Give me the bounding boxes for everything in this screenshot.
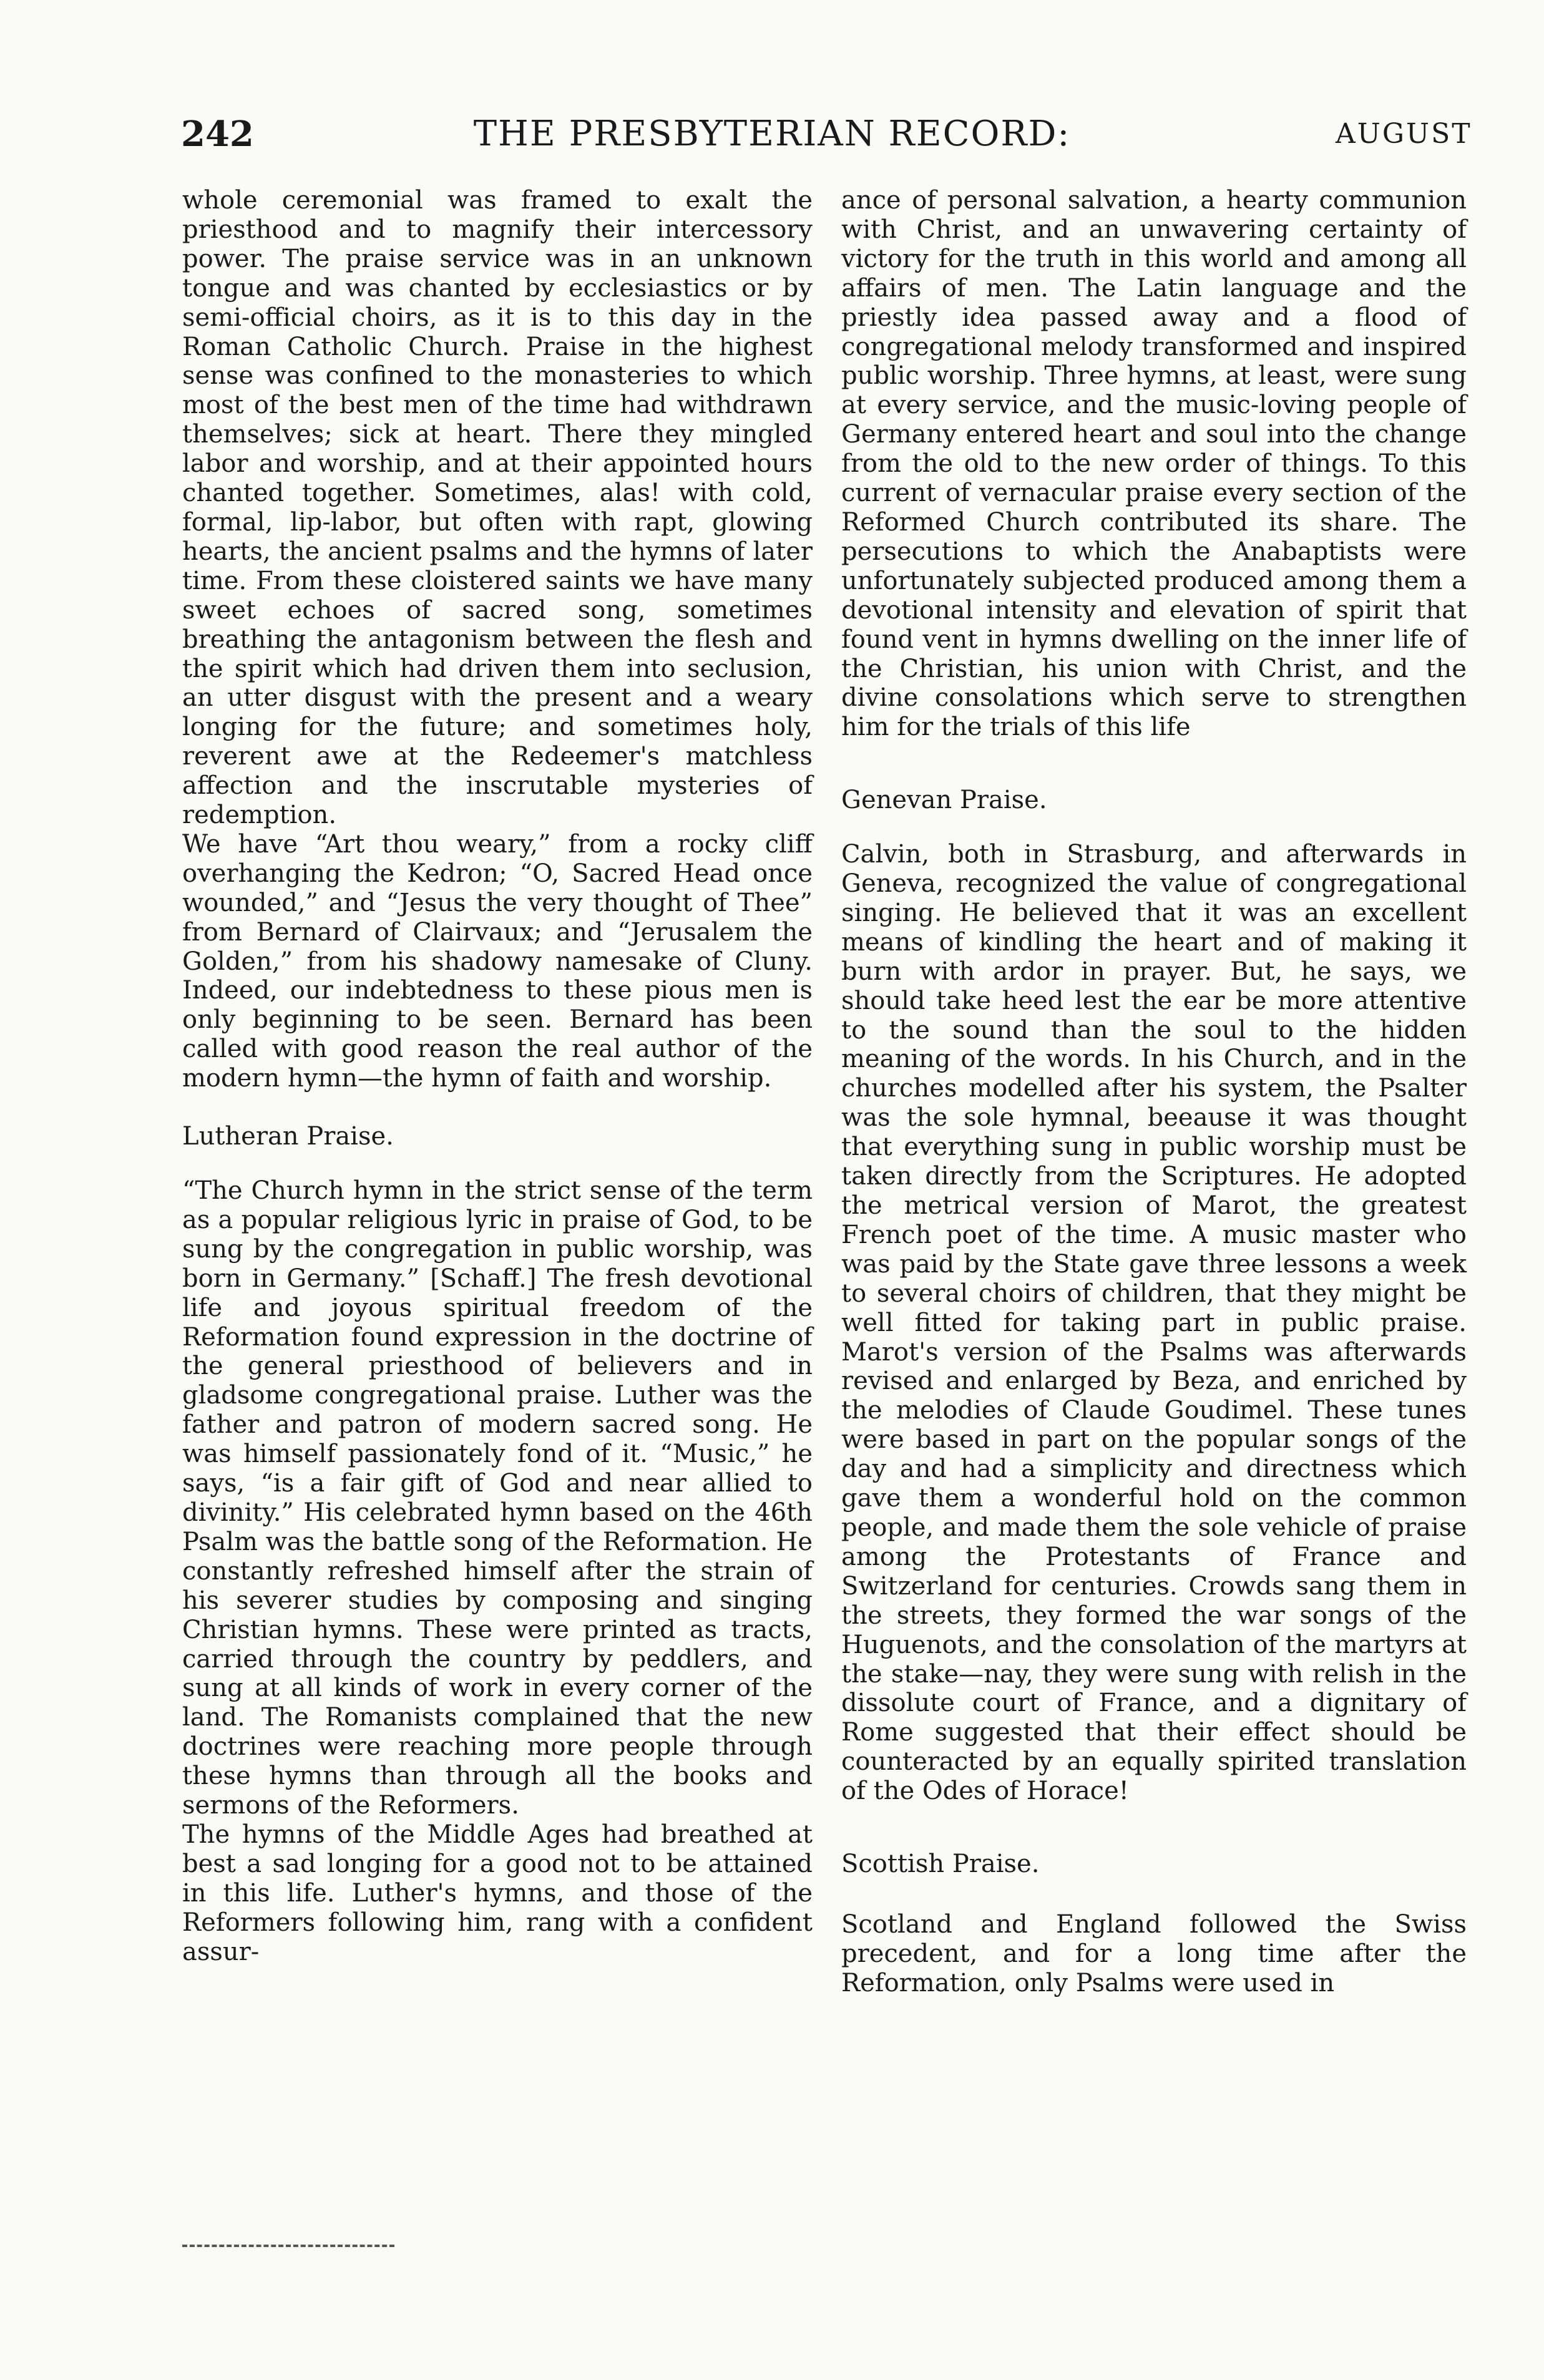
issue-month: AUGUST <box>1336 118 1472 150</box>
paragraph: We have “Art thou weary,” from a rocky cliff overhanging the Kedron; “O, Sacred Head once wounded,” and “Jesus the very thought of Thee” from Bernard of Clairvaux; and “Jerusalem the Golden,” from his shadowy namesake of Cluny. Indeed, our indebtedness to these pious men is only beginning to be seen. Bernard has been called with good reason the real author of the modern hymn—the hymn of faith and worship. <box>182 829 813 1093</box>
paragraph: The hymns of the Middle Ages had breathed at best a sad longing for a good not to be attained in this life. Luther's hymns, and those of the Reformers following him, rang with a confident assur- <box>182 1820 813 1966</box>
section-heading-scottish: Scottish Praise. <box>841 1850 1040 1879</box>
page-header <box>0 106 1544 162</box>
page-number: 242 <box>181 114 254 155</box>
left-column <box>182 186 813 1966</box>
footer-rule <box>182 2245 394 2247</box>
paragraph: whole ceremonial was framed to exalt the priesthood and to magnify their intercessory power. The praise service was in an unknown tongue and was chanted by ecclesiastics or by semi-official choirs, as it is to this day in the Roman Catholic Church. Praise in the highest sense was confined to the monasteries to which most of the best men of the time had withdrawn themselves; sick at heart. There they mingled labor and worship, and at their appointed hours chanted together. Sometimes, alas! with cold, formal, lip-labor, but often with rapt, glowing hearts, the ancient psalms and the hymns of later time. From these cloistered saints we have many sweet echoes of sacred song, sometimes breathing the antagonism between the flesh and the spirit which had driven them into seclusion, an utter disgust with the present and a weary longing for the future; and sometimes holy, reverent awe at the Redeemer's matchless affection and the inscrutable mysteries of redemption. <box>182 186 813 830</box>
section-heading-lutheran: Lutheran Praise. <box>182 1122 394 1151</box>
journal-title: THE PRESBYTERIAN RECORD: <box>473 114 1071 154</box>
paragraph: Scotland and England followed the Swiss precedent, and for a long time after the Reformation, only Psalms were used in <box>841 1909 1467 1997</box>
paragraph: ance of personal salvation, a hearty communion with Christ, and an unwavering certainty of victory for the truth in this world and among all affairs of men. The Latin language and the priestly idea passed away and a flood of congregational melody transformed and inspired public worship. Three hymns, at least, were sung at every service, and the music-loving people of Germany entered heart and soul into the change from the old to the new order of things. To this current of vernacular praise every section of the Reformed Church contributed its share. The persecutions to which the Anabaptists were unfortunately subjected produced among them a devotional intensity and elevation of spirit that found vent in hymns dwelling on the inner life of the Christian, his union with Christ, and the divine consolations which serve to strengthen him for the trials of this life <box>841 186 1467 742</box>
paragraph: Calvin, both in Strasburg, and afterwards in Geneva, recognized the value of congregational singing. He believed that it was an excellent means of kindling the heart and of making it burn with ardor in prayer. But, he says, we should take heed lest the ear be more attentive to the sound than the soul to the hidden meaning of the words. In his Church, and in the churches modelled after his system, the Psalter was the sole hymnal, beeause it was thought that everything sung in public worship must be taken directly from the Scriptures. He adopted the metrical version of Marot, the greatest French poet of the time. A music master who was paid by the State gave three lessons a week to several choirs of children, that they might be well fitted for taking part in public praise. Marot's version of the Psalms was afterwards revised and enlarged by Beza, and enriched by the melodies of Claude Goudimel. These tunes were based in part on the popular songs of the day and had a simplicity and directness which gave them a wonderful hold on the common people, and made them the sole vehicle of praise among the Protestants of France and Switzerland for centuries. Crowds sang them in the streets, they formed the war songs of the Huguenots, and the consolation of the martyrs at the stake—nay, they were sung with relish in the dissolute court of France, and a dignitary of Rome suggested that their effect should be counteracted by an equally spirited translation of the Odes of Horace! <box>841 840 1467 1806</box>
paragraph: “The Church hymn in the strict sense of the term as a popular religious lyric in praise of God, to be sung by the congregation in public worship, was born in Germany.” [Schaff.] The fresh devotional life and joyous spiritual freedom of the Reformation found expression in the doctrine of the general priesthood of believers and in gladsome congregational praise. Luther was the father and patron of modern sacred song. He was himself passionately fond of it. “Music,” he says, “is a fair gift of God and near allied to divinity.” His celebrated hymn based on the 46th Psalm was the battle song of the Reformation. He constantly refreshed himself after the strain of his severer studies by composing and singing Christian hymns. These were printed as tracts, carried through the country by peddlers, and sung at all kinds of work in every corner of the land. The Romanists complained that the new doctrines were reaching more people through these hymns than through all the books and sermons of the Reformers. <box>182 1176 813 1820</box>
right-column <box>841 186 1467 1998</box>
section-heading-genevan: Genevan Praise. <box>841 786 1047 815</box>
